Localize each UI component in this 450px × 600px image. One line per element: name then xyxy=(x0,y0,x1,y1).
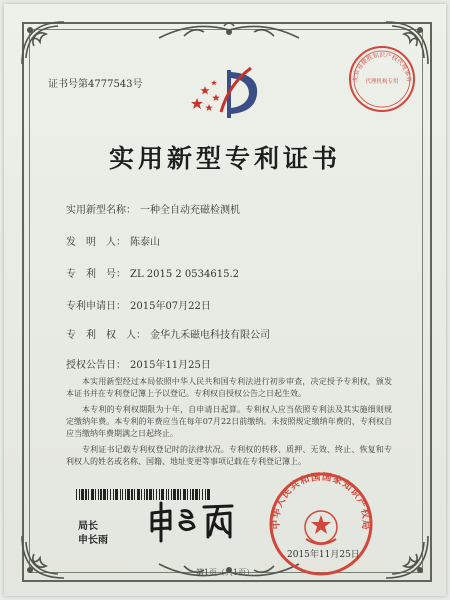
field-label: 授权公告日： xyxy=(66,360,126,371)
field-label: 专利申请日： xyxy=(66,301,126,312)
field-grant-date xyxy=(66,356,211,371)
field-patent-number xyxy=(66,265,239,280)
certificate-body-text xyxy=(66,376,392,472)
agency-seal-sub: 代理机构专用 xyxy=(365,79,399,85)
svg-text:北京易捷胜知识产权代理事务所 xyxy=(347,44,413,82)
corner-ornament-top-left xyxy=(18,18,68,68)
barcode xyxy=(76,485,211,496)
director-name: 申长雨 xyxy=(78,535,108,546)
page-footer: 第1页（共1页） xyxy=(195,568,255,577)
field-utility-name xyxy=(66,201,240,216)
field-patentee xyxy=(66,326,270,341)
field-application-date xyxy=(66,297,211,312)
body-paragraph: 本专利的专利权期限为十年，自申请日起算。专利权人应当依照专利法及其实施细则规定缴纳年费。本专利的年费应当在每年07月22日前缴纳。未按照规定缴纳年费的，专利权自应当缴纳年费期满之日起终止。 xyxy=(66,405,392,438)
field-value: 金华九禾磁电科技有限公司 xyxy=(150,330,270,341)
field-value: 2015年11月25日 xyxy=(130,360,211,371)
director-title: 局长 xyxy=(78,521,98,532)
agency-round-seal xyxy=(347,44,417,114)
field-value: ZL 2015 2 0534615.2 xyxy=(130,269,240,280)
sipo-logo xyxy=(189,64,269,122)
body-paragraph: 本实用新型经过本局依照中华人民共和国专利法进行初步审查，决定授予专利权，颁发本证书并在专利登记簿上予以登记。专利权自授权公告之日起生效。 xyxy=(66,377,392,398)
field-label: 发 明 人： xyxy=(66,237,126,248)
certificate-number: 证书号第4777543号 xyxy=(48,79,143,90)
top-center-ornament xyxy=(154,18,304,42)
issue-date: 2015年11月25日 xyxy=(287,550,360,560)
official-government-seal xyxy=(266,469,376,579)
field-label: 专 利 权 人： xyxy=(66,330,146,341)
field-label: 实用新型名称： xyxy=(66,205,136,216)
director-signature xyxy=(144,497,239,545)
official-seal-text: 中华人民共和国国家知识产权局 xyxy=(270,471,372,531)
agency-seal-text: 北京易捷胜知识产权代理事务 xyxy=(351,51,413,83)
field-label: 专 利 号： xyxy=(66,269,126,280)
field-value: 陈泰山 xyxy=(130,237,160,248)
field-value: 一种全自动充磁检测机 xyxy=(140,205,240,216)
certificate-paper xyxy=(4,4,446,596)
field-value: 2015年07月22日 xyxy=(130,301,211,312)
page-title: 实用新型专利证书 xyxy=(108,144,341,173)
body-paragraph: 专利证书记载专利权登记时的法律状况。专利权的转移、质押、无效、终止、恢复和专利权人的姓名或名称、国籍、地址变更等事项记载在专利登记簿上。 xyxy=(66,445,392,466)
field-inventor xyxy=(66,233,160,248)
